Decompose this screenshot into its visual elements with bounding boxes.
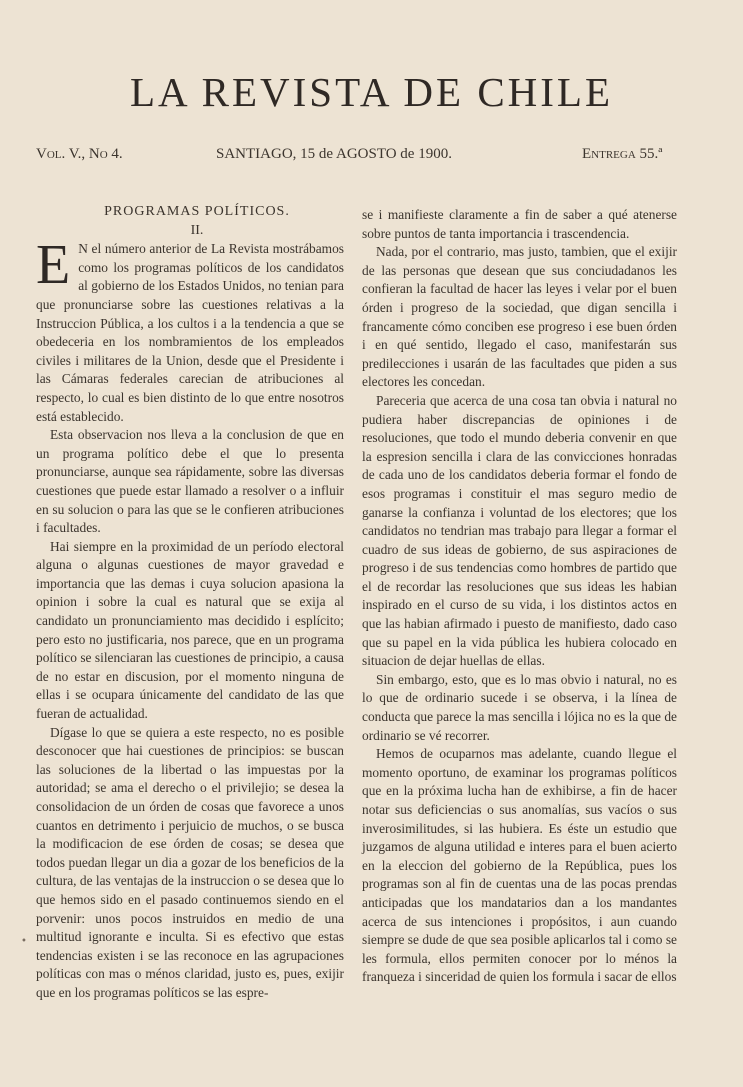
paragraph-text: N el número anterior de La Revista mostrábamos como los programas políticos de los candidatos al gobierno de los Estados Unidos, no tenian para que pronunciarse sobre las cuestiones relativas a la Instruccion Pública, a los cultos i a la tendencia a que se obedeceria en los nombramientos de los empleados civiles i militares de la Union, desde que el Presidente i las Cámaras federales carecian de atribuciones al respecto, lo cual es bien distinto de lo que entre nosotros está establecido. [36,241,344,424]
paragraph: Esta observacion nos lleva a la conclusion de que en un programa político debe el que lo presenta pronunciarse, aunque sea rápidamente, sobre las diversas cuestiones que puede estar llamado a resolver o a influir en su solucion o para las que se le confieren atribuciones i facultades. [36,427,344,536]
paragraph: Pareceria que acerca de una cosa tan obvia i natural no pudiera haber discrepancias de opiniones i de resoluciones, que todo el mundo deberia convenir en que la espresion sencilla i clara de las convicciones honradas de cada uno de los candidatos deberia formar el fondo de esos programas i constituir el mas seguro medio de ganarse la confianza i voluntad de los electores; que los candidatos no tendrian mas trabajo para llegar a formar el cuadro de sus ideas de gobierno, de sus aspiraciones de progreso i de sus tendencias como hombres de partido que el de recordar las resoluciones que sus ideas les habian inspirado en el curso de su vida, i los distintos actos en que las habian afirmado i puesto de manifiesto, dado caso que su papel en la vida pública les hubiera colocado en situacion de dejar huellas de ellas. [362,392,677,669]
left-column [36,203,344,1003]
volume-label: Vol. V., No 4. [36,146,123,162]
article-title: PROGRAMAS POLÍTICOS. [104,204,290,219]
paragraph: Sin embargo, esto, que es lo mas obvio i natural, no es lo que de ordinario sucede i se observa, i la línea de conducta que parece la mas sencilla i lójica no es la que de ordinario se vé recorrer. [362,671,677,743]
paragraph: Hai siempre en la proximidad de un período electoral alguna o algunas cuestiones de mayor gravedad e importancia que las demas i cuya solucion apasiona la opinion i sobre la cual es natural que se exija al candidato un pronunciamiento mas decidido i esplícito; pero esto no justificaria, nos parece, que en un programa político se silenciaran las cuestiones de principio, a causa de no estar en discusion, por el momento ninguna de ellas i se ocupara únicamente del candidato de las que fueran de actualidad. [36,538,344,722]
paragraph: Dígase lo que se quiera a este respecto, no es posible desconocer que hai cuestiones de principios: se buscan las soluciones de la libertad o las impuestas por la autoridad; se ama el derecho o el privilejio; se desea la consolidacion de un órden de cosas que favorece a unos cuantos en detrimento i perjuicio de muchos, o se busca la modificacion de ese órden de cosas; se desea que todos puedan llegar un dia a gozar de los beneficios de la cultura, de las ventajas de la instruccion o se desea que lo que hemos sido en el pasado continuemos siendo en el porvenir: unos pocos instruidos en medio de una multitud ignorante e inculta. Si es efectivo que estas tendencias existen i se las reconoce en las agrupaciones políticas con mas o ménos claridad, justo es, pues, exijir que en los programas políticos se las espre- [36,724,344,1000]
paragraph: Hemos de ocuparnos mas adelante, cuando llegue el momento oportuno, de examinar los programas políticos que en la próxima lucha han de exhibirse, a fin de hacer notar sus deficiencias o sus anomalías, sus vacíos o sus inverosimilitudes, si las hubiera. Es éste un estudio que juzgamos de alguna utilidad e interes para el buen acierto en la eleccion del gobierno de la República, pues los programas son al fin de cuentas una de las pocas prendas anticipadas que los mandatarios dan a los mandantes acerca de sus intenciones i propósitos, i aun cuando siempre se dude de que sea posible aplicarlos tal i como se les formula, ellos permiten conocer por lo ménos la franqueza i sinceridad de quien los formula i sacar de ellos [362,746,677,985]
issue-date: SANTIAGO, 15 de AGOSTO de 1900. [216,146,452,162]
article-number: II. [190,222,204,238]
paragraph [36,234,344,426]
right-column [362,206,677,987]
masthead-title: LA REVISTA DE CHILE [129,69,614,115]
paragraph: Nada, por el contrario, mas justo, tambien, que el exijir de las personas que desean que sus conciudadanos les confieran la facultad de hacer las leyes i velar por el buen órden i progreso de la sociedad, que digan sencilla i francamente cómo conciben ese progreso i ese buen órden i en qué sentido, llegado el caso, manifestarán sus predilecciones i usarán de las facultades que piden a sus electores les concedan. [362,244,677,390]
drop-cap: E [36,234,71,297]
paragraph: se i manifieste claramente a fin de saber a qué atenerse sobre puntos de tanta importancia i trascendencia. [362,207,677,241]
margin-mark: • [21,936,27,947]
entrega-label: Entrega 55.ª [582,146,663,162]
